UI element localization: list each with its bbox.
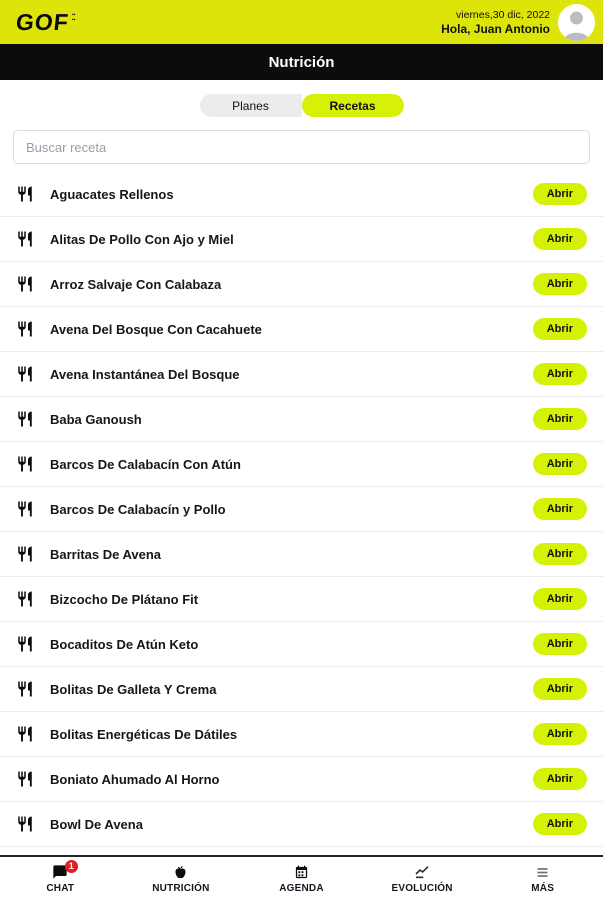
- nav-item-mas[interactable]: MÁS: [482, 857, 603, 900]
- recipe-name: Barcos De Calabacín y Pollo: [50, 501, 226, 517]
- nav-item-agenda[interactable]: AGENDA: [241, 857, 362, 900]
- fork-knife-icon: [16, 815, 34, 833]
- open-recipe-button[interactable]: Abrir: [533, 723, 587, 745]
- fork-knife-icon: [16, 545, 34, 563]
- recipe-name: Baba Ganoush: [50, 411, 142, 427]
- nav-item-nutricion[interactable]: NUTRICIÓN: [121, 857, 242, 900]
- tab-group: [200, 94, 404, 117]
- recipe-name: Avena Instantánea Del Bosque: [50, 366, 240, 382]
- open-recipe-button[interactable]: Abrir: [533, 183, 587, 205]
- recipe-name: Barcos De Calabacín Con Atún: [50, 456, 241, 472]
- search-input[interactable]: [13, 130, 590, 164]
- recipe-row[interactable]: [0, 757, 603, 802]
- open-recipe-button[interactable]: Abrir: [533, 363, 587, 385]
- open-recipe-button[interactable]: Abrir: [533, 408, 587, 430]
- open-recipe-button[interactable]: Abrir: [533, 453, 587, 475]
- fork-knife-icon: [16, 770, 34, 788]
- header-greeting: Hola, Juan Antonio: [441, 21, 550, 36]
- recipe-row[interactable]: [0, 352, 603, 397]
- open-recipe-button[interactable]: Abrir: [533, 543, 587, 565]
- fork-knife-icon: [16, 275, 34, 293]
- open-recipe-button[interactable]: Abrir: [533, 633, 587, 655]
- fork-knife-icon: [16, 725, 34, 743]
- open-recipe-button[interactable]: Abrir: [533, 768, 587, 790]
- nav-item-chat[interactable]: 1 CHAT: [0, 857, 121, 900]
- fork-knife-icon: [16, 590, 34, 608]
- calendar-icon: [294, 865, 309, 880]
- chart-icon: [414, 864, 430, 880]
- recipe-name: Aguacates Rellenos: [50, 186, 174, 202]
- recipe-name: Bizcocho De Plátano Fit: [50, 591, 199, 607]
- fork-knife-icon: [16, 365, 34, 383]
- recipe-name: Boniato Ahumado Al Horno: [50, 771, 220, 787]
- recipe-row[interactable]: [0, 262, 603, 307]
- recipe-row[interactable]: [0, 307, 603, 352]
- fork-knife-icon: [16, 680, 34, 698]
- open-recipe-button[interactable]: Abrir: [533, 228, 587, 250]
- recipe-name: Bolitas Energéticas De Dátiles: [50, 726, 238, 742]
- open-recipe-button[interactable]: Abrir: [533, 678, 587, 700]
- app-logo: GOF: [14, 8, 71, 35]
- open-recipe-button[interactable]: Abrir: [533, 498, 587, 520]
- recipe-row[interactable]: [0, 802, 603, 847]
- recipe-row[interactable]: [0, 622, 603, 667]
- recipe-row[interactable]: [0, 712, 603, 757]
- page-title: Nutrición: [268, 53, 335, 71]
- recipe-row[interactable]: [0, 172, 603, 217]
- bottom-nav: [0, 855, 603, 900]
- recipe-list: [0, 172, 603, 900]
- recipe-row[interactable]: [0, 532, 603, 577]
- app-logo-suffix: ▪▪ ▪▪: [71, 12, 76, 23]
- recipe-name: Bocaditos De Atún Keto: [50, 636, 199, 652]
- fork-knife-icon: [16, 500, 34, 518]
- fork-knife-icon: [16, 320, 34, 338]
- top-header: [0, 0, 603, 44]
- recipe-row[interactable]: [0, 487, 603, 532]
- open-recipe-button[interactable]: Abrir: [533, 273, 587, 295]
- open-recipe-button[interactable]: Abrir: [533, 588, 587, 610]
- fork-knife-icon: [16, 230, 34, 248]
- recipe-row[interactable]: [0, 667, 603, 712]
- fork-knife-icon: [16, 635, 34, 653]
- open-recipe-button[interactable]: Abrir: [533, 813, 587, 835]
- open-recipe-button[interactable]: Abrir: [533, 318, 587, 340]
- recipe-name: Bowl De Avena: [50, 816, 143, 832]
- recipe-name: Alitas De Pollo Con Ajo y Miel: [50, 231, 234, 247]
- avatar[interactable]: [558, 4, 595, 41]
- recipe-name: Barritas De Avena: [50, 546, 162, 562]
- recipe-name: Avena Del Bosque Con Cacahuete: [50, 321, 262, 337]
- chat-badge: 1: [65, 860, 78, 873]
- user-icon: [558, 4, 595, 41]
- menu-icon: [535, 865, 550, 880]
- apple-icon: [173, 865, 188, 880]
- recipe-row[interactable]: [0, 577, 603, 622]
- recipe-row[interactable]: [0, 442, 603, 487]
- recipe-row[interactable]: [0, 397, 603, 442]
- fork-knife-icon: [16, 410, 34, 428]
- recipe-name: Arroz Salvaje Con Calabaza: [50, 276, 222, 292]
- tab-recetas[interactable]: Recetas: [302, 94, 404, 117]
- recipe-row[interactable]: [0, 217, 603, 262]
- fork-knife-icon: [16, 455, 34, 473]
- header-date: viernes,30 dic, 2022: [456, 8, 550, 21]
- fork-knife-icon: [16, 185, 34, 203]
- recipe-name: Bolitas De Galleta Y Crema: [50, 681, 217, 697]
- tab-planes[interactable]: Planes: [200, 94, 302, 117]
- title-bar: [0, 44, 603, 80]
- nav-item-evolucion[interactable]: EVOLUCIÓN: [362, 857, 483, 900]
